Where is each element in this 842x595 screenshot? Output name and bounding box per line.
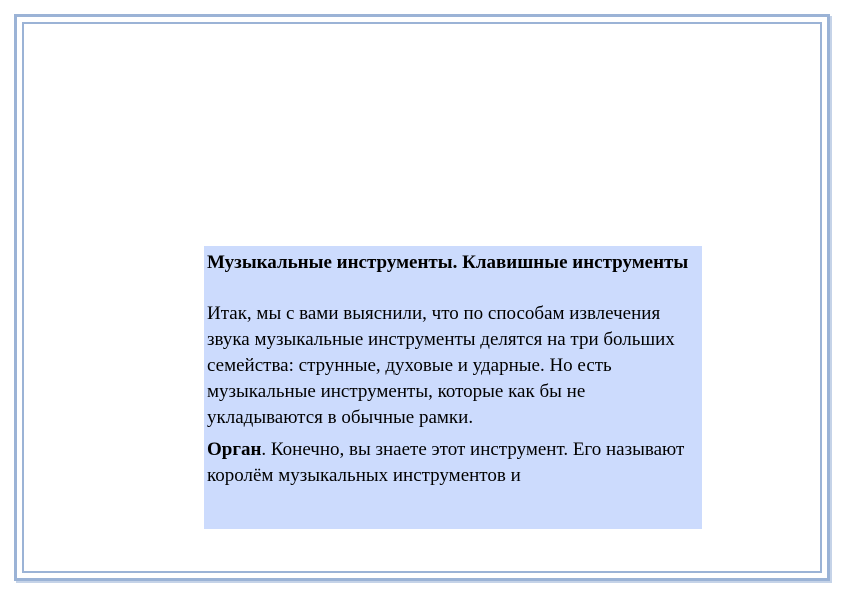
paragraph-organ-text: . Конечно, вы знаете этот инструмент. Его называют королём музыкальных инструментов и bbox=[207, 439, 685, 486]
text-box bbox=[204, 246, 702, 529]
paragraph-organ-term: Орган bbox=[207, 439, 262, 460]
document-heading: Музыкальные инструменты. Клавишные инструменты bbox=[207, 252, 689, 273]
paragraph-organ bbox=[207, 437, 702, 489]
paragraph-intro: Итак, мы с вами выяснили, что по способам извлечения звука музыкальные инструменты делятся на три больших семейства: струнные, духовые и ударные. Но есть музыкальные инструменты, которые как бы не укладываются в обычные рамки. bbox=[207, 303, 675, 428]
